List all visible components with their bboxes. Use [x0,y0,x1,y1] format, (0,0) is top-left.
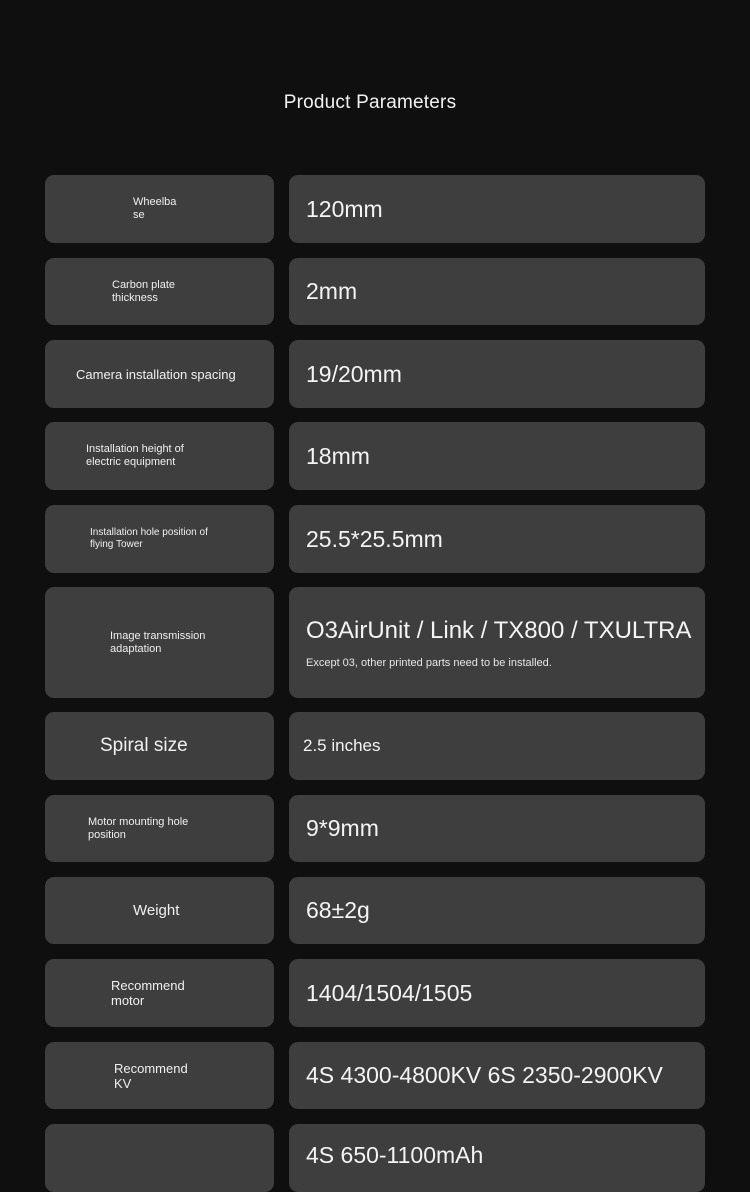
param-row-carbon-plate-thickness [45,258,705,325]
param-value: 4S 4300-4800KV 6S 2350-2900KV [306,1062,663,1088]
param-label-box [45,422,274,490]
param-label: Motor mounting hole position [88,815,189,841]
param-label: Wheelba se [133,196,177,221]
param-row-motor-mounting-hole-position [45,795,705,862]
param-value-box [289,795,705,862]
param-value: 4S 650-1100mAh [306,1142,484,1168]
param-value-box [289,258,705,325]
param-value-box [289,712,705,780]
param-label: Spiral size [100,735,188,756]
param-label-box [45,505,274,573]
param-label-box [45,587,274,698]
param-value: 19/20mm [306,360,402,387]
param-label: Image transmission adaptation [110,629,206,655]
param-label: Installation height of electric equipment [86,443,184,468]
param-label: Recommend motor [111,978,185,1008]
param-value: 25.5*25.5mm [306,525,443,552]
param-value-box [289,422,705,490]
param-value: 9*9mm [306,815,379,841]
param-value-box [289,959,705,1027]
param-value-box [289,1042,705,1109]
param-label-box [45,1042,274,1109]
param-value: 2.5 inches [303,736,381,755]
param-note: Except 03, other printed parts need to be installed. [306,656,552,669]
param-label: Camera installation spacing [76,366,236,382]
param-label-box [45,877,274,944]
param-value-box [289,587,705,698]
param-label: Installation hole position of flying Tower [90,527,208,550]
param-value-box [289,340,705,408]
param-row-camera-installation-spacing [45,340,705,408]
param-label-box [45,712,274,780]
param-row-wheelbase [45,175,705,243]
param-value-box [289,877,705,944]
param-row-recommend-kv [45,1042,705,1109]
param-row-weight [45,877,705,944]
param-label-box [45,1124,274,1192]
param-label-box [45,795,274,862]
page-title: Product Parameters [283,92,457,113]
param-label: Carbon plate thickness [112,278,175,304]
param-value-box [289,1124,705,1192]
param-label-box [45,175,274,243]
param-row-spiral-size [45,712,705,780]
param-value: 68±2g [306,897,370,923]
param-row-battery [45,1124,705,1192]
param-row-image-transmission-adaptation [45,587,705,698]
param-label: Recommend KV [114,1060,188,1091]
param-label-box [45,959,274,1027]
param-row-flying-tower-hole-position [45,505,705,573]
param-label: Weight [133,901,180,919]
param-value: 120mm [306,195,383,222]
param-label-box [45,258,274,325]
param-value-box [289,175,705,243]
param-value: 1404/1504/1505 [306,979,473,1006]
param-value: 2mm [306,278,358,304]
param-value: O3AirUnit / Link / TX800 / TXULTRA [306,616,692,644]
param-row-electric-equipment-height [45,422,705,490]
param-label-box [45,340,274,408]
param-value: 18mm [306,442,370,469]
param-row-recommend-motor [45,959,705,1027]
param-value-box [289,505,705,573]
